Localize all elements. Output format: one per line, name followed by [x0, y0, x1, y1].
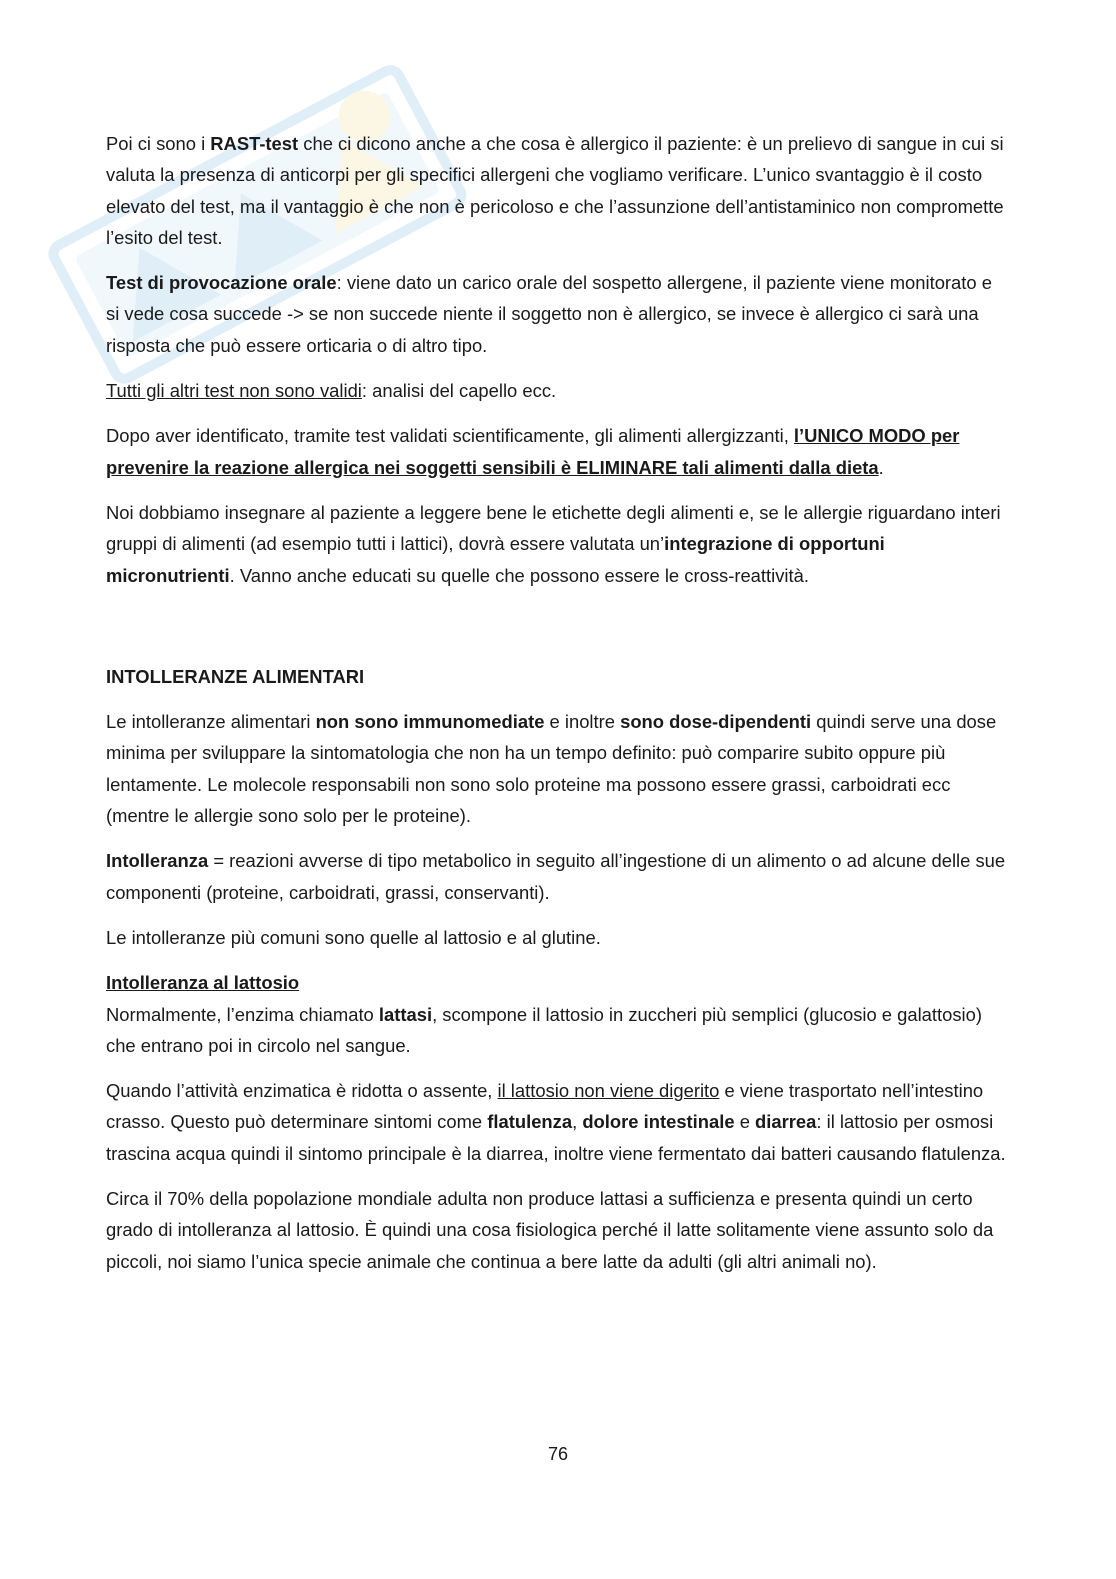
paragraph-lactase: Normalmente, l’enzima chiamato lattasi, scompone il lattosio in zuccheri più semplici (glucosio e galattosio) che entrano poi in circolo nel sangue.: [106, 1003, 982, 1056]
micronutrients-term: integrazione di opportuni micronutrienti: [106, 533, 885, 586]
dose-dependent-term: sono dose-dipendenti: [620, 711, 812, 733]
intolerance-term: Intolleranza: [106, 850, 209, 872]
section-heading-intolerances: INTOLLERANZE ALIMENTARI: [106, 665, 365, 687]
paragraph-definition: Intolleranza = reazioni avverse di tipo metabolico in seguito all’ingestione di un alimento o ad alcune delle sue componenti (proteine, carboidrati, grassi, conservanti).: [106, 850, 1006, 903]
rast-test-term: RAST-test: [210, 133, 299, 154]
other-tests-underlined: Tutti gli altri test non sono validi: [106, 380, 362, 402]
paragraph-common-intolerances: Le intolleranze più comuni sono quelle al lattosio e al glutine.: [106, 926, 601, 948]
lactose-not-digested: il lattosio non viene digerito: [497, 1080, 720, 1102]
paragraph-rast-test: Poi ci sono i RAST-test che ci dicono anche a che cosa è allergico il paziente: è un prelievo di sangue in cui si valuta la presenza di anticorpi per gli specifici allergeni che vogliamo verificare. L’unico svantaggio è il costo elevato del test, ma il vantaggio è che non è pericoloso e che l’assunzione dell’antistaminico non compromette l’esito del test.: [106, 133, 1004, 248]
elimination-key-statement: l’UNICO MODO per prevenire la reazione allergica nei soggetti sensibili è ELIMINARE tali alimenti dalla dieta: [106, 425, 960, 478]
paragraph-symptoms: Quando l’attività enzimatica è ridotta o assente, il lattosio non viene digerito e viene trasportato nell’intestino crasso. Questo può determinare sintomi come flatulenza, dolore intestinale e diarrea: il lattosio per osmosi trascina acqua quindi il sintomo principale è la diarrea, inoltre viene fermentato dai batteri causando flatulenza.: [106, 1080, 1006, 1164]
intestinal-pain-term: dolore intestinale: [582, 1111, 735, 1133]
paragraph-intolerance-intro: Le intolleranze alimentari non sono immunomediate e inoltre sono dose-dipendenti quindi serve una dose minima per sviluppare la sintomatologia che non ha un tempo definito: può comparire subito oppure più lentamente. Le molecole responsabili non sono solo proteine ma possono essere grassi, carboidrati ecc (mentre le allergie sono solo per le proteine).: [106, 711, 997, 827]
subheading-lactose-intolerance: Intolleranza al lattosio: [106, 972, 300, 994]
lactase-term: lattasi: [378, 1003, 433, 1025]
flatulence-term: flatulenza: [487, 1111, 573, 1133]
page-number: 76: [547, 1444, 569, 1464]
diarrhea-term: diarrea: [755, 1111, 817, 1133]
non-immunomediated-term: non sono immunomediate: [315, 711, 545, 733]
paragraph-provocation-test: Test di provocazione orale: viene dato un carico orale del sospetto allergene, il paziente viene monitorato e si vede cosa succede -> se non succede niente il soggetto non è allergico, se invece è allergico ci sarà una risposta che può essere orticaria o di altro tipo.: [106, 272, 992, 356]
paragraph-labels: Noi dobbiamo insegnare al paziente a leggere bene le etichette degli alimenti e, se le allergie riguardano interi gruppi di alimenti (ad esempio tutti i lattici), dovrà essere valutata un’integrazione di opportuni micronutrienti. Vanno anche educati su quelle che possono essere le cross-reattività.: [106, 501, 1001, 586]
paragraph-elimination: Dopo aver identificato, tramite test validati scientificamente, gli alimenti allergizzanti, l’UNICO MODO per prevenire la reazione allergica nei soggetti sensibili è ELIMINARE tali alimenti dalla dieta.: [106, 425, 960, 478]
provocation-test-term: Test di provocazione orale: [106, 272, 337, 294]
paragraph-statistics: Circa il 70% della popolazione mondiale adulta non produce lattasi a sufficienza e presenta quindi un certo grado di intolleranza al lattosio. È quindi una cosa fisiologica perché il latte solitamente viene assunto solo da piccoli, noi siamo l’unica specie animale che continua a bere latte da adulti (gli altri animali no).: [106, 1188, 994, 1272]
document-body: [106, 128, 1006, 1291]
paragraph-other-tests: Tutti gli altri test non sono validi: analisi del capello ecc.: [106, 380, 557, 402]
